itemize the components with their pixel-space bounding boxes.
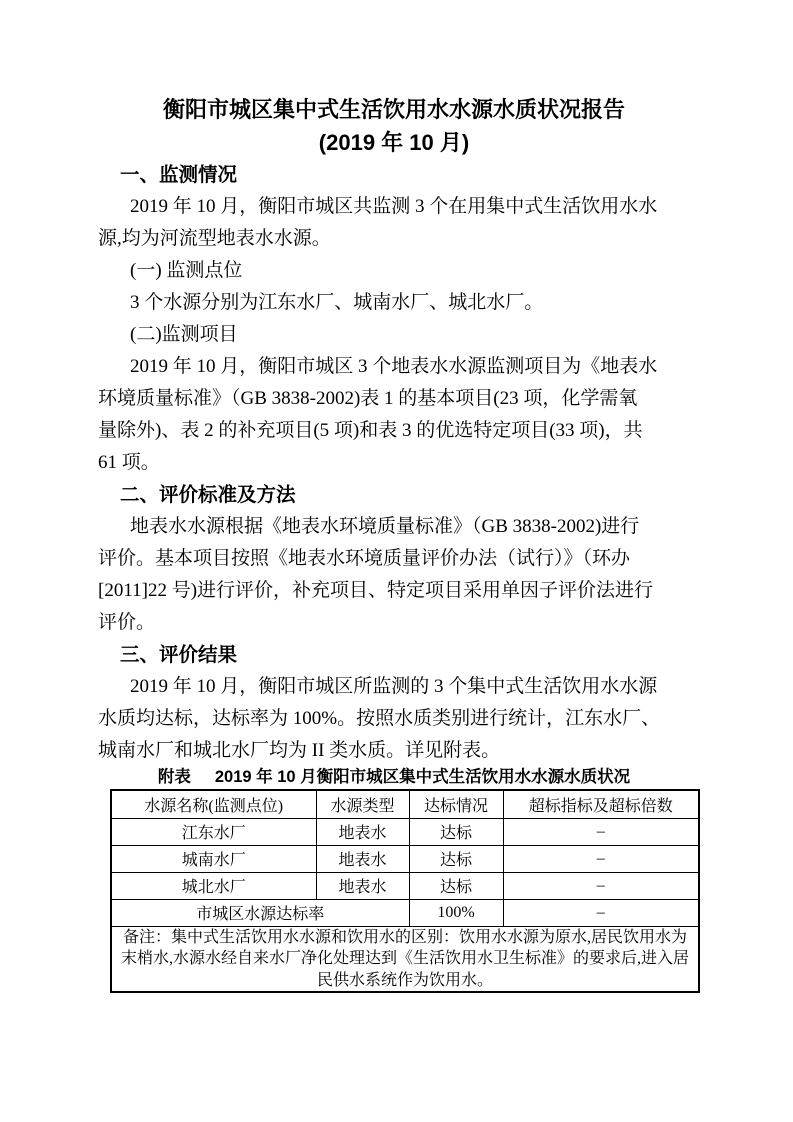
table-caption-label: 附表 <box>157 768 191 786</box>
section3-heading: 三、评价结果 <box>120 644 238 666</box>
cell-source-name: 江东水厂 <box>111 818 316 845</box>
section2-heading: 二、评价标准及方法 <box>120 484 296 506</box>
note-line: 民供水系统作为饮用水。 <box>316 971 493 989</box>
note-cell <box>111 926 699 992</box>
summary-row <box>111 899 699 926</box>
cell-exceedance: – <box>503 872 699 899</box>
cell-compliance: 达标 <box>409 818 503 845</box>
paragraph-line: [2011]22 号)进行评价，补充项目、特定项目采用单因子评价法进行 <box>98 580 654 601</box>
table-row <box>111 845 699 872</box>
sub-heading-monitoring-points: (一) 监测点位 <box>130 260 243 281</box>
cell-exceedance: – <box>503 845 699 872</box>
table-row <box>111 872 699 899</box>
note-line: 末梢水,水源水经自来水厂净化处理达到《生活饮用水卫生标准》的要求后,进入居 <box>120 950 689 967</box>
report-content <box>98 93 690 993</box>
paragraph-line: 3 个水源分别为江东水厂、城南水厂、城北水厂。 <box>130 292 544 313</box>
header-compliance: 达标情况 <box>409 790 503 818</box>
cell-source-type: 地表水 <box>316 845 409 872</box>
cell-exceedance: – <box>503 818 699 845</box>
cell-compliance: 达标 <box>409 845 503 872</box>
paragraph-line: 量除外)、表 2 的补充项目(5 项)和表 3 的优选特定项目(33 项)，共 <box>98 420 643 441</box>
cell-source-type: 地表水 <box>316 872 409 899</box>
header-source-name: 水源名称(监测点位) <box>111 790 316 818</box>
header-exceedance: 超标指标及超标倍数 <box>503 790 699 818</box>
table-row <box>111 818 699 845</box>
sub-heading-monitoring-items: (二)监测项目 <box>130 324 238 345</box>
paragraph-line: 2019 年 10 月，衡阳市城区共监测 3 个在用集中式生活饮用水水 <box>130 196 658 217</box>
water-quality-table <box>110 789 700 993</box>
note-line: 备注：集中式生活饮用水水源和饮用水的区别：饮用水水源为原水,居民饮用水为 <box>122 928 687 946</box>
cell-source-name: 城北水厂 <box>111 872 316 899</box>
doc-title: 衡阳市城区集中式生活饮用水水源水质状况报告 <box>162 97 625 122</box>
paragraph-line: 源,均为河流型地表水水源。 <box>98 228 331 249</box>
summary-exceedance: – <box>503 899 699 926</box>
summary-label: 市城区水源达标率 <box>111 899 409 926</box>
note-row <box>111 926 699 992</box>
doc-subtitle: (2019 年 10 月) <box>318 130 470 155</box>
cell-source-type: 地表水 <box>316 818 409 845</box>
paragraph-line: 2019 年 10 月，衡阳市城区所监测的 3 个集中式生活饮用水水源 <box>130 676 658 697</box>
paragraph-line: 2019 年 10 月，衡阳市城区 3 个地表水水源监测项目为《地表水 <box>130 356 658 377</box>
section1-heading: 一、监测情况 <box>120 164 238 186</box>
paragraph-line: 评价。基本项目按照《地表水环境质量评价办法（试行）》（环办 <box>98 548 631 569</box>
summary-rate: 100% <box>409 899 503 926</box>
cell-source-name: 城南水厂 <box>111 845 316 872</box>
table-header-row <box>111 790 699 818</box>
paragraph-line: 环境质量标准》（GB 3838-2002)表 1 的基本项目(23 项，化学需氧 <box>98 388 638 409</box>
paragraph-line: 水质均达标，达标率为 100%。按照水质类别进行统计，江东水厂、 <box>98 708 661 729</box>
table-caption-title: 2019 年 10 月衡阳市城区集中式生活饮用水水源水质状况 <box>214 768 631 786</box>
paragraph-line: 评价。 <box>98 612 156 633</box>
table-caption <box>98 767 690 787</box>
cell-compliance: 达标 <box>409 872 503 899</box>
paragraph-line: 地表水水源根据《地表水环境质量标准》（GB 3838-2002)进行 <box>130 516 640 537</box>
paragraph-line: 城南水厂和城北水厂均为 II 类水质。详见附表。 <box>98 740 501 761</box>
paragraph-line: 61 项。 <box>98 452 160 473</box>
header-source-type: 水源类型 <box>316 790 409 818</box>
